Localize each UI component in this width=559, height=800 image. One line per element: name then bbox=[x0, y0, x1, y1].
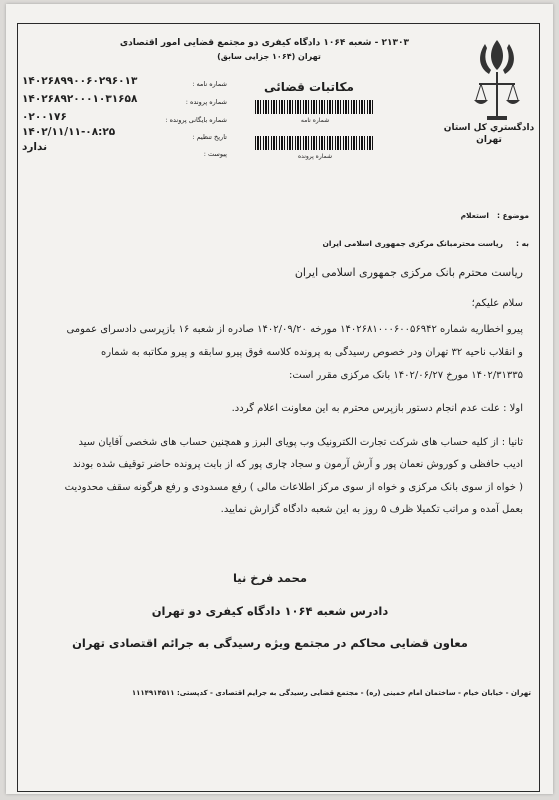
case-number-label: شماره پرونده : bbox=[185, 98, 227, 106]
letter-barcode bbox=[255, 100, 375, 114]
court-branch-subline: تهران (۱۰۶۴ جزایی سابق) bbox=[217, 52, 321, 61]
body-greeting: سلام علیکم؛ bbox=[471, 298, 523, 309]
paragraph-3-line-2: ادیب حافظی و کوروش نعمان پور و آرش آرمون و سجاد چاری پور که از بابت پرونده حاضر توقیف شده بودند bbox=[72, 459, 523, 470]
paragraph-1-line-2: و انقلاب ناحیه ۳۲ تهران ودر خصوص رسیدگی به پرونده کلاسه فوق پیرو سابقه و پیرو مکاتبه به شماره bbox=[101, 347, 523, 358]
archive-number-label: شماره بایگانی پرونده : bbox=[165, 116, 227, 124]
attachment-value: ندارد bbox=[22, 141, 48, 153]
letter-kind-title: مکاتبات قضائی bbox=[264, 80, 354, 94]
issue-date: ۱۴۰۲/۱۱/۱۱-۰۸:۲۵ bbox=[22, 126, 116, 138]
recipient-value: رياست محترمبانک مرکزی جمهوری اسلامی ایران bbox=[322, 239, 503, 248]
court-branch-line: ۲۱۳۰۳ - شعبه ۱۰۶۴ دادگاه کیفری دو مجتمع قضایی امور اقتصادی bbox=[119, 38, 409, 48]
archive-number: ۰۲۰۰۱۷۶ bbox=[22, 111, 67, 123]
paragraph-1-line-1: پیرو اخطاریه شماره ۱۴۰۲۶۸۱۰۰۰۶۰۰۵۶۹۴۲ مورخه ۱۴۰۲/۰۹/۲۰ صادره از شعبه ۱۶ بازپرسی دادسرای عمومی bbox=[66, 324, 523, 335]
footer-address: تهران - خیابان خیام - ساختمان امام خمینی (ره) - مجتمع قضایی رسیدگی به جرایم اقتصادی - کدپستی: ۱۱۱۴۹۱۴۵۱۱ bbox=[131, 689, 531, 697]
case-barcode-label: شماره پرونده bbox=[297, 153, 333, 160]
judiciary-label: دادگستري كل استان تهران bbox=[443, 123, 535, 145]
iran-emblem-icon bbox=[471, 36, 523, 126]
letter-barcode-label: شماره نامه bbox=[300, 117, 330, 124]
attachment-label: پیوست : bbox=[203, 150, 227, 158]
subject-label: موضوع : bbox=[496, 211, 529, 220]
letter-number-label: شماره نامه : bbox=[192, 80, 227, 88]
body-addressee: ریاست محترم بانک مرکزی جمهوری اسلامی ایران bbox=[294, 266, 523, 279]
subject-value: استعلام bbox=[460, 211, 489, 220]
case-number: ۱۴۰۲۶۸۹۲۰۰۰۱۰۳۱۶۵۸ bbox=[22, 93, 138, 105]
signer-title-2: معاون قضایی محاکم در مجتمع ویژه رسیدگی به جرائم اقتصادی تهران bbox=[72, 636, 468, 650]
paragraph-1-line-3: ۱۴۰۲/۳۱۳۳۵ مورخ ۱۴۰۲/۰۶/۲۷ بانک مرکزی مقرر است: bbox=[289, 370, 523, 381]
paragraph-2: اولا : علت عدم انجام دستور بازپرس محترم به این معاونت اعلام گردد. bbox=[231, 403, 523, 414]
letter-number: ۱۴۰۲۶۸۹۹۰۰۶۰۲۹۶۰۱۳ bbox=[22, 75, 138, 87]
signer-title-1: دادرس شعبه ۱۰۶۴ دادگاه کیفری دو تهران bbox=[151, 604, 389, 618]
paragraph-3-line-4: بعمل آمده و مراتب تکمیلا ظرف ۵ روز به این شعبه دادگاه گزارش نمایید. bbox=[220, 504, 523, 515]
paragraph-3-line-3: ( خواه از سوی بانک مرکزی و خواه از سوی مرکز اطلاعات مالی ) رفع مسدودی و رفع هرگونه سقف محدودیت bbox=[64, 482, 523, 493]
signer-name: محمد فرخ نیا bbox=[232, 571, 308, 585]
recipient-label: به : bbox=[516, 239, 529, 248]
issue-date-label: تاریخ تنظیم : bbox=[192, 133, 227, 141]
paragraph-3-line-1: ثانیا : از کلیه حساب های شرکت تجارت الکترونیک وب پویای البرز و همچنین حساب های شخصی آقایان سید bbox=[78, 437, 523, 448]
case-barcode bbox=[255, 136, 375, 150]
